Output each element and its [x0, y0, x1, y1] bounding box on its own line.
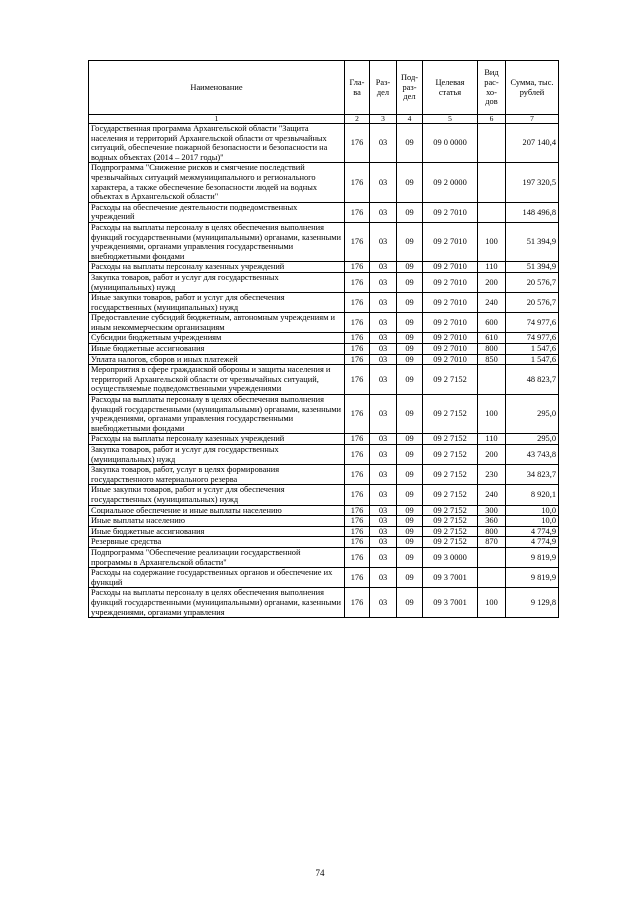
row-name: Иные бюджетные ассигнования: [89, 344, 345, 355]
row-section: 03: [370, 465, 397, 485]
row-target: 09 2 7152: [423, 516, 478, 527]
row-chapter: 176: [345, 588, 370, 618]
row-chapter: 176: [345, 505, 370, 516]
row-name: Расходы на содержание государственных органов и обеспечение их функций: [89, 568, 345, 588]
row-subsection: 09: [397, 202, 423, 222]
row-expense-type: [478, 568, 506, 588]
row-subsection: 09: [397, 333, 423, 344]
row-subsection: 09: [397, 344, 423, 355]
row-target: 09 3 7001: [423, 588, 478, 618]
row-target: 09 2 7152: [423, 505, 478, 516]
row-subsection: 09: [397, 465, 423, 485]
row-amount: 20 576,7: [506, 293, 559, 313]
row-target: 09 2 7010: [423, 262, 478, 273]
row-chapter: 176: [345, 344, 370, 355]
row-target: 09 2 7010: [423, 222, 478, 261]
row-name: Предоставление субсидий бюджетным, автономным учреждениям и иным некоммерческим организациям: [89, 313, 345, 333]
row-subsection: 09: [397, 588, 423, 618]
row-target: 09 2 7010: [423, 202, 478, 222]
column-number: 1: [89, 115, 345, 124]
row-subsection: 09: [397, 272, 423, 292]
row-section: 03: [370, 547, 397, 567]
column-number: 2: [345, 115, 370, 124]
row-chapter: 176: [345, 313, 370, 333]
table-row: [89, 547, 559, 567]
row-amount: 10,0: [506, 505, 559, 516]
row-name: Расходы на выплаты персоналу в целях обеспечения выполнения функций государственными (муниципальными) органами, казенными учреждениями, органами управления: [89, 588, 345, 618]
row-subsection: 09: [397, 124, 423, 163]
row-target: 09 2 7152: [423, 485, 478, 505]
row-chapter: 176: [345, 262, 370, 273]
row-name: Иные закупки товаров, работ и услуг для обеспечения государственных (муниципальных) нужд: [89, 485, 345, 505]
row-section: 03: [370, 537, 397, 548]
row-section: 03: [370, 395, 397, 434]
row-chapter: 176: [345, 354, 370, 365]
table-row: [89, 272, 559, 292]
row-section: 03: [370, 293, 397, 313]
row-target: 09 2 7010: [423, 344, 478, 355]
row-expense-type: 360: [478, 516, 506, 527]
row-amount: 10,0: [506, 516, 559, 527]
row-chapter: 176: [345, 222, 370, 261]
row-name: Расходы на обеспечение деятельности подведомственных учреждений: [89, 202, 345, 222]
row-amount: 43 743,8: [506, 445, 559, 465]
row-amount: 48 823,7: [506, 365, 559, 395]
row-section: 03: [370, 354, 397, 365]
header-row: [89, 61, 559, 115]
table-row: [89, 365, 559, 395]
row-expense-type: 870: [478, 537, 506, 548]
row-expense-type: [478, 202, 506, 222]
row-section: 03: [370, 516, 397, 527]
row-name: Расходы на выплаты персоналу казенных учреждений: [89, 262, 345, 273]
row-amount: 1 547,6: [506, 344, 559, 355]
row-amount: 4 774,9: [506, 526, 559, 537]
row-amount: 34 823,7: [506, 465, 559, 485]
row-name: Подпрограмма "Обеспечение реализации государственной программы в Архангельской области": [89, 547, 345, 567]
row-subsection: 09: [397, 485, 423, 505]
table-row: [89, 354, 559, 365]
row-subsection: 09: [397, 313, 423, 333]
row-name: Государственная программа Архангельской области "Защита населения и территорий Архангельской области от чрезвычайных ситуаций, обеспечение пожарной безопасности и безопасности на водных объектах (2014 – 2017 годы)": [89, 124, 345, 163]
row-expense-type: [478, 124, 506, 163]
table-row: [89, 588, 559, 618]
row-chapter: 176: [345, 395, 370, 434]
row-amount: 51 394,9: [506, 262, 559, 273]
row-amount: 9 819,9: [506, 547, 559, 567]
row-section: 03: [370, 568, 397, 588]
table-row: [89, 262, 559, 273]
row-target: 09 2 7152: [423, 395, 478, 434]
row-target: 09 2 7010: [423, 333, 478, 344]
row-subsection: 09: [397, 354, 423, 365]
row-amount: 295,0: [506, 395, 559, 434]
row-target: 09 2 7010: [423, 354, 478, 365]
table-row: [89, 526, 559, 537]
table-row: [89, 313, 559, 333]
row-chapter: 176: [345, 445, 370, 465]
row-name: Субсидии бюджетным учреждениям: [89, 333, 345, 344]
row-section: 03: [370, 272, 397, 292]
row-expense-type: [478, 547, 506, 567]
header-chapter: Гла-ва: [345, 61, 370, 115]
row-amount: 20 576,7: [506, 272, 559, 292]
row-subsection: 09: [397, 445, 423, 465]
row-name: Социальное обеспечение и иные выплаты населению: [89, 505, 345, 516]
row-expense-type: 800: [478, 526, 506, 537]
row-expense-type: 230: [478, 465, 506, 485]
row-name: Иные выплаты населению: [89, 516, 345, 527]
row-section: 03: [370, 202, 397, 222]
row-section: 03: [370, 445, 397, 465]
row-section: 03: [370, 434, 397, 445]
row-subsection: 09: [397, 505, 423, 516]
table-body: [89, 124, 559, 618]
row-section: 03: [370, 588, 397, 618]
table-row: [89, 485, 559, 505]
row-amount: 1 547,6: [506, 354, 559, 365]
row-chapter: 176: [345, 568, 370, 588]
table-row: [89, 434, 559, 445]
row-subsection: 09: [397, 262, 423, 273]
row-target: 09 2 7010: [423, 313, 478, 333]
row-target: 09 3 0000: [423, 547, 478, 567]
row-chapter: 176: [345, 516, 370, 527]
row-chapter: 176: [345, 163, 370, 202]
row-subsection: 09: [397, 434, 423, 445]
row-subsection: 09: [397, 537, 423, 548]
row-subsection: 09: [397, 365, 423, 395]
row-expense-type: 100: [478, 222, 506, 261]
row-subsection: 09: [397, 568, 423, 588]
row-section: 03: [370, 222, 397, 261]
page-number: 74: [315, 868, 325, 878]
row-name: Закупка товаров, работ и услуг для государственных (муниципальных) нужд: [89, 445, 345, 465]
row-name: Иные закупки товаров, работ и услуг для обеспечения государственных (муниципальных) нужд: [89, 293, 345, 313]
row-name: Мероприятия в сфере гражданской обороны и защиты населения и территорий Архангельской области от чрезвычайных ситуаций, осуществляемые подведомственными учреждениями: [89, 365, 345, 395]
row-section: 03: [370, 505, 397, 516]
row-expense-type: 200: [478, 272, 506, 292]
header-amount: Сумма, тыс. рублей: [506, 61, 559, 115]
header-subsection: Под-раз-дел: [397, 61, 423, 115]
row-section: 03: [370, 365, 397, 395]
row-chapter: 176: [345, 202, 370, 222]
row-amount: 9 129,8: [506, 588, 559, 618]
table-row: [89, 222, 559, 261]
row-subsection: 09: [397, 222, 423, 261]
row-chapter: 176: [345, 365, 370, 395]
header-expense-type: Вид рас-хо-дов: [478, 61, 506, 115]
row-expense-type: 110: [478, 262, 506, 273]
row-expense-type: [478, 365, 506, 395]
row-name: Закупка товаров, работ и услуг для государственных (муниципальных) нужд: [89, 272, 345, 292]
row-expense-type: 110: [478, 434, 506, 445]
row-target: 09 2 0000: [423, 163, 478, 202]
row-target: 09 2 7152: [423, 465, 478, 485]
row-chapter: 176: [345, 333, 370, 344]
row-amount: 74 977,6: [506, 313, 559, 333]
row-amount: 148 496,8: [506, 202, 559, 222]
row-name: Закупка товаров, работ, услуг в целях формирования государственного материального резерва: [89, 465, 345, 485]
row-chapter: 176: [345, 124, 370, 163]
row-subsection: 09: [397, 516, 423, 527]
row-expense-type: [478, 163, 506, 202]
row-expense-type: 610: [478, 333, 506, 344]
row-target: 09 2 7152: [423, 365, 478, 395]
header-name: Наименование: [89, 61, 345, 115]
row-section: 03: [370, 124, 397, 163]
row-target: 09 2 7010: [423, 272, 478, 292]
row-name: Уплата налогов, сборов и иных платежей: [89, 354, 345, 365]
row-amount: 74 977,6: [506, 333, 559, 344]
row-target: 09 2 7152: [423, 526, 478, 537]
row-amount: 4 774,9: [506, 537, 559, 548]
row-section: 03: [370, 163, 397, 202]
row-name: Расходы на выплаты персоналу в целях обеспечения выполнения функций государственными (муниципальными) органами, казенными учреждениями, органами управления государственными внебюджетными фондами: [89, 222, 345, 261]
row-chapter: 176: [345, 272, 370, 292]
column-number: 4: [397, 115, 423, 124]
row-target: 09 2 7010: [423, 293, 478, 313]
row-chapter: 176: [345, 485, 370, 505]
row-subsection: 09: [397, 293, 423, 313]
table-row: [89, 537, 559, 548]
row-subsection: 09: [397, 395, 423, 434]
table-row: [89, 516, 559, 527]
row-expense-type: 240: [478, 293, 506, 313]
header-section: Раз-дел: [370, 61, 397, 115]
row-amount: 8 920,1: [506, 485, 559, 505]
table-row: [89, 344, 559, 355]
table-row: [89, 395, 559, 434]
column-number: 7: [506, 115, 559, 124]
row-expense-type: 600: [478, 313, 506, 333]
row-subsection: 09: [397, 163, 423, 202]
table-row: [89, 124, 559, 163]
column-number: 5: [423, 115, 478, 124]
row-target: 09 2 7152: [423, 537, 478, 548]
header-target: Целевая статья: [423, 61, 478, 115]
column-number: 3: [370, 115, 397, 124]
budget-table: [88, 60, 559, 618]
row-section: 03: [370, 262, 397, 273]
table-row: [89, 202, 559, 222]
row-amount: 9 819,9: [506, 568, 559, 588]
table-row: [89, 568, 559, 588]
row-subsection: 09: [397, 526, 423, 537]
row-name: Расходы на выплаты персоналу казенных учреждений: [89, 434, 345, 445]
row-target: 09 0 0000: [423, 124, 478, 163]
row-subsection: 09: [397, 547, 423, 567]
row-name: Иные бюджетные ассигнования: [89, 526, 345, 537]
table-row: [89, 465, 559, 485]
row-expense-type: 300: [478, 505, 506, 516]
row-expense-type: 200: [478, 445, 506, 465]
row-chapter: 176: [345, 547, 370, 567]
table-row: [89, 333, 559, 344]
row-expense-type: 800: [478, 344, 506, 355]
row-section: 03: [370, 526, 397, 537]
row-name: Подпрограмма "Снижение рисков и смягчение последствий чрезвычайных ситуаций межмуниципального и регионального характера, а также обеспечение безопасности людей на водных объектах в Архангельской области": [89, 163, 345, 202]
row-name: Расходы на выплаты персоналу в целях обеспечения выполнения функций государственными (муниципальными) органами, казенными учреждениями, органами управления государственными внебюджетными фондами: [89, 395, 345, 434]
row-chapter: 176: [345, 465, 370, 485]
row-amount: 295,0: [506, 434, 559, 445]
row-section: 03: [370, 344, 397, 355]
budget-table-page: [88, 60, 558, 618]
row-target: 09 2 7152: [423, 434, 478, 445]
row-amount: 51 394,9: [506, 222, 559, 261]
row-target: 09 3 7001: [423, 568, 478, 588]
table-row: [89, 293, 559, 313]
table-row: [89, 163, 559, 202]
table-row: [89, 505, 559, 516]
row-expense-type: 100: [478, 588, 506, 618]
row-section: 03: [370, 485, 397, 505]
row-chapter: 176: [345, 293, 370, 313]
row-section: 03: [370, 313, 397, 333]
table-row: [89, 445, 559, 465]
row-section: 03: [370, 333, 397, 344]
row-amount: 207 140,4: [506, 124, 559, 163]
column-number: 6: [478, 115, 506, 124]
column-number-row: [89, 115, 559, 124]
row-chapter: 176: [345, 537, 370, 548]
row-chapter: 176: [345, 526, 370, 537]
row-expense-type: 850: [478, 354, 506, 365]
row-expense-type: 240: [478, 485, 506, 505]
row-chapter: 176: [345, 434, 370, 445]
row-name: Резервные средства: [89, 537, 345, 548]
row-expense-type: 100: [478, 395, 506, 434]
row-target: 09 2 7152: [423, 445, 478, 465]
row-amount: 197 320,5: [506, 163, 559, 202]
